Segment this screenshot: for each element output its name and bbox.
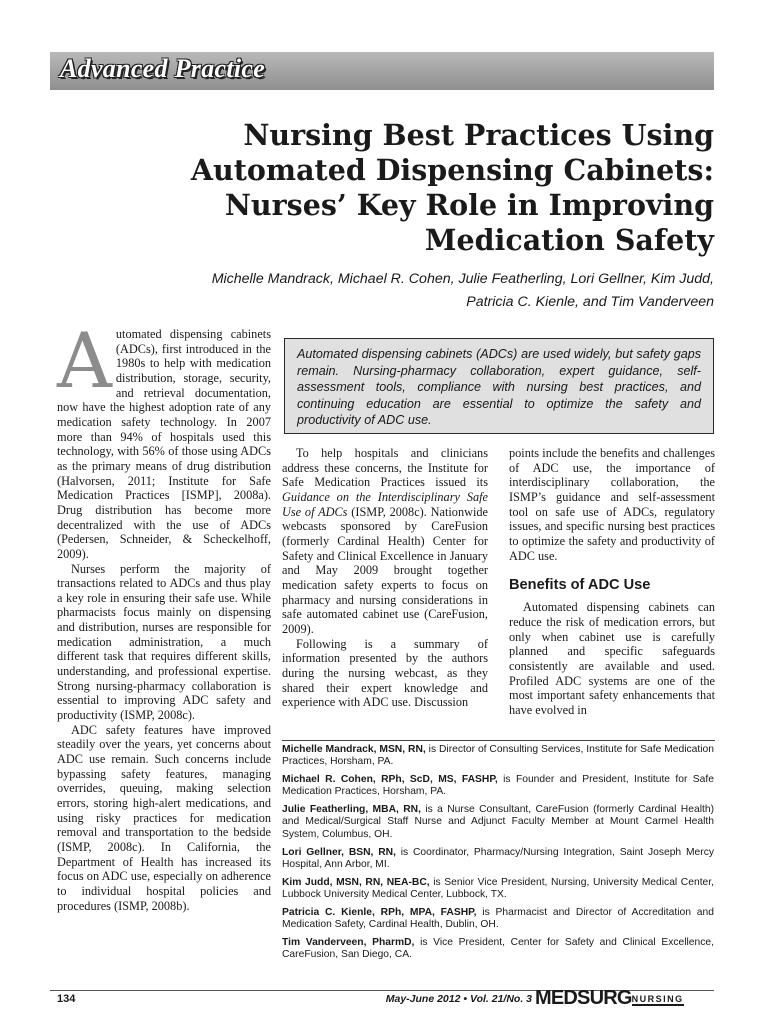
page-number: 134: [57, 993, 76, 1005]
abstract-box: Automated dispensing cabinets (ADCs) are used widely, but safety gaps remain. Nursing-pharmacy collaboration, expert guidance, self-assessment tools, compliance with nursing best practices, and continuing education are essential to optimize the safety and productivity of ADC use.: [284, 338, 714, 434]
body-paragraph: ADC safety features have improved steadily over the years, yet concerns about ADC use remain. Such concerns include bypassing safety features, managing overrides, queuing, making selection errors, storing high-alert medications, and using risky practices for medication removal and transportation to the bedside (ISMP, 2008c). In California, the Department of Health has increased its focus on ADC use, especially on adherence to individual hospital policies and procedures (ISMP, 2008b).: [57, 722, 271, 913]
author-bio: [282, 907, 714, 931]
author-line: Patricia C. Kienle, and Tim Vanderveen: [466, 294, 714, 310]
logo-sub: NURSING: [631, 994, 684, 1004]
author-list: [94, 268, 714, 314]
title-line: Nursing Best Practices Using: [243, 118, 714, 152]
author-bio: [282, 774, 714, 798]
body-column-2: [282, 446, 488, 710]
bio-name: Julie Featherling, MBA, RN,: [282, 804, 421, 816]
bio-name: Kim Judd, MSN, RN, NEA-BC,: [282, 876, 430, 888]
text-run: To help hospitals and clinicians address these concerns, the Institute for Safe Medication Practices issued its: [282, 446, 488, 490]
section-label: Advanced Practice: [60, 54, 266, 83]
bio-desc: is Senior Vice President, Nursing, University Medical Center, Lubbock University Medical Center, Lubbock, TX.: [282, 876, 715, 900]
title-line: Medication Safety: [424, 223, 714, 257]
bio-name: Lori Gellner, BSN, RN,: [282, 846, 396, 858]
bio-name: Patricia C. Kienle, RPh, MPA, FASHP,: [282, 907, 477, 919]
body-paragraph: points include the benefits and challenges of ADC use, the importance of interdisciplinary collaboration, the ISMP’s guidance and self-assessment tool on safe use of ADCs, regulatory issues, and specific nursing best practices to optimize the safety and productivity of ADC use.: [509, 446, 715, 563]
author-line: Michelle Mandrack, Michael R. Cohen, Julie Featherling, Lori Gellner, Kim Judd,: [211, 271, 714, 287]
body-paragraph: Nurses perform the majority of transactions related to ADCs and thus play a key role in ensuring their safe use. While pharmacists focus mainly on dispensing and distribution, nurses are responsible for medication administration, a much different task that requires different skills, understanding, and professional expertise. Strong nursing-pharmacy collaboration is essential to improving ADC safety and productivity (ISMP, 2008c).: [57, 561, 271, 723]
author-bio: [282, 877, 714, 901]
body-paragraph: Automated dispensing cabinets can reduce the risk of medication errors, but only when cabinet use is carefully planned and specific safeguards consistently are available and used. Profiled ADC systems are one of the most important safety enhancements that have evolved in: [509, 600, 715, 717]
bio-name: Tim Vanderveen, PharmD,: [282, 937, 415, 949]
body-column-1: [57, 316, 271, 913]
journal-logo: [535, 987, 684, 1010]
issue-info: May-June 2012 • Vol. 21/No. 3: [385, 993, 532, 1005]
bio-desc: is a Nurse Consultant, CareFusion (formerly Cardinal Health) and Medical/Surgical Staff Nurse and Adjunct Faculty Member at Mount Carmel Health System, Columbus, OH.: [282, 804, 714, 840]
logo-main: MEDSURG: [535, 987, 632, 1009]
article-title: [114, 118, 714, 258]
bio-desc: is Founder and President, Institute for Safe Medication Practices, Horsham, PA.: [282, 774, 714, 798]
author-bio: [282, 937, 714, 961]
body-paragraph: [282, 446, 488, 637]
title-line: Nurses’ Key Role in Improving: [224, 188, 714, 222]
author-bio: [282, 744, 714, 768]
body-paragraph: Following is a summary of information presented by the authors during the nursing webcast, as they shared their expert knowledge and experience with ADC use. Discussion: [282, 636, 488, 710]
body-paragraph: utomated dispensing cabinets (ADCs), first introduced in the 1980s to help with medication distribution, storage, security, and retrieval documentation, now have the highest adoption rate of any medication safety technology. In 2007 more than 94% of hospitals used this technology, with 56% of those using ADCs as the primary means of drug distribution (Halvorsen, 2011; Institute for Safe Medication Practices [ISMP], 2008a). Drug distribution has become more decentralized with the use of ADCs (Pedersen, Schneider, & Scheckelhoff, 2009).: [57, 327, 271, 561]
bio-name: Michael R. Cohen, RPh, ScD, MS, FASHP,: [282, 774, 498, 786]
drop-cap: A: [57, 316, 112, 405]
section-banner: [50, 52, 714, 90]
title-line: Automated Dispensing Cabinets:: [190, 153, 714, 187]
bio-desc: is Pharmacist and Director of Accreditation and Medication Safety, Cardinal Health, Dublin, OH.: [282, 907, 714, 931]
author-bio: [282, 804, 714, 840]
section-heading: Benefits of ADC Use: [509, 577, 651, 594]
bio-name: Michelle Mandrack, MSN, RN,: [282, 744, 426, 755]
author-bios: [282, 744, 714, 967]
bio-desc: is Vice President, Center for Safety and Clinical Excellence, CareFusion, San Diego, CA.: [282, 937, 714, 961]
guidance-title: Guidance on the Interdisciplinary Safe Use of ADCs: [282, 489, 488, 519]
text-run: (ISMP, 2008c). Nationwide webcasts sponsored by CareFusion (formerly Cardinal Health) Center for Safety and Clinical Excellence in January and May 2009 brought together medication safety experts to focus on pharmacy and nursing considerations in safe automated cabinet use (CareFusion, 2009).: [282, 504, 488, 636]
bio-desc: is Coordinator, Pharmacy/Nursing Integration, Saint Joseph Mercy Hospital, Ann Arbor, MI.: [282, 846, 714, 870]
author-bio: [282, 847, 714, 871]
bio-desc: is Director of Consulting Services, Institute for Safe Medication Practices, Horsham, PA.: [282, 744, 714, 768]
bio-divider: [282, 740, 715, 741]
body-column-3: [509, 446, 715, 718]
